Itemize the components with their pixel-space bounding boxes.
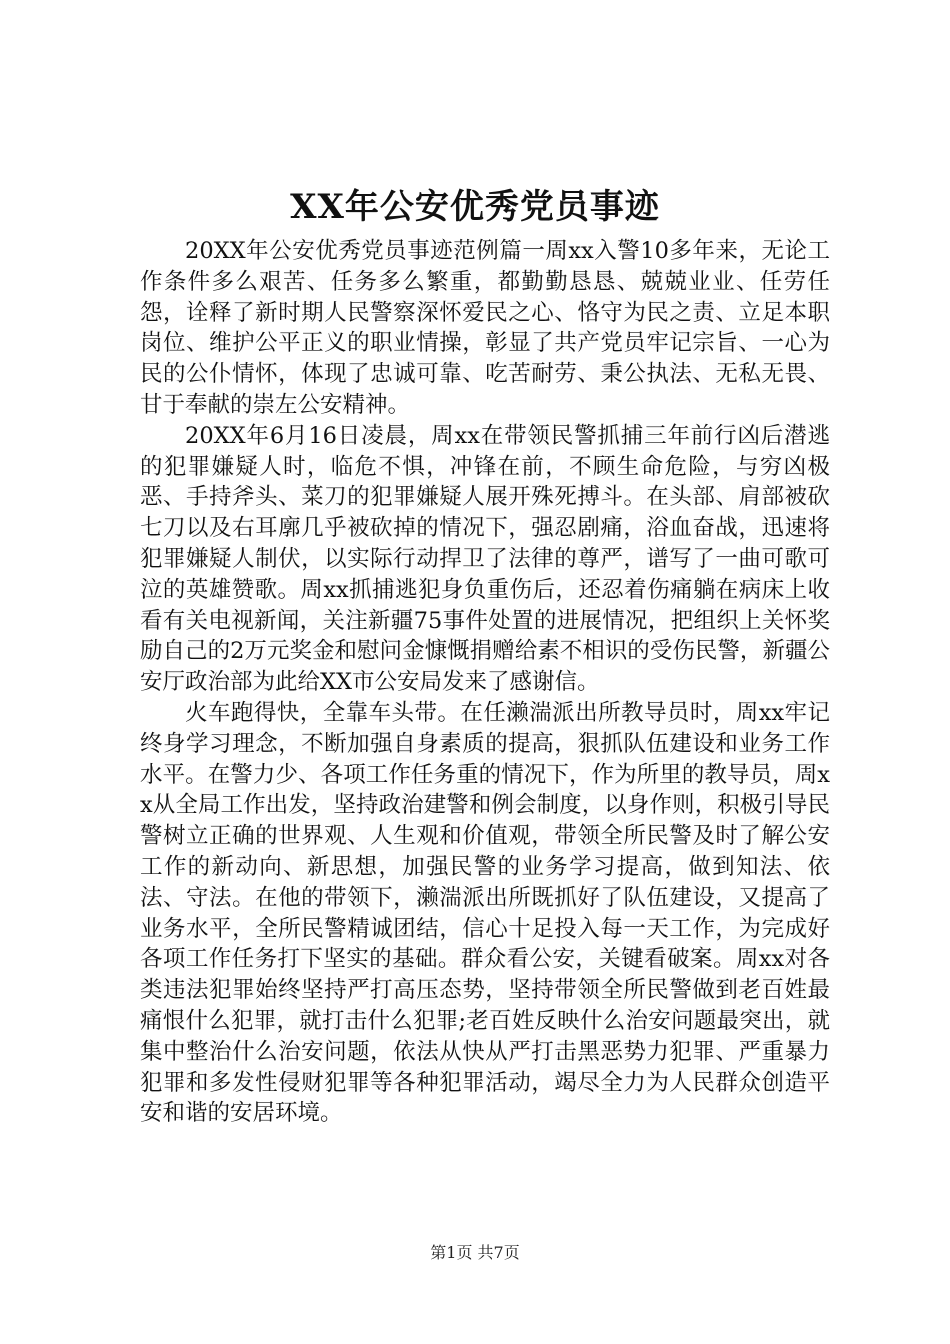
paragraph-3: 火车跑得快，全靠车头带。在任濑湍派出所教导员时，周xx牢记终身学习理念，不断加强自身素质的提高，狠抓队伍建设和业务工作水平。在警力少、各项工作任务重的情况下，作为所里的教导员，周xx从全局工作出发，坚持政治建警和例会制度，以身作则，积极引导民警树立正确的世界观、人生观和价值观，带领全所民警及时了解公安工作的新动向、新思想，加强民警的业务学习提高，做到知法、依法、守法。在他的带领下，濑湍派出所既抓好了队伍建设，又提高了业务水平，全所民警精诚团结，信心十足投入每一天工作，为完成好各项工作任务打下坚实的基础。群众看公安，关键看破案。周xx对各类违法犯罪始终坚持严打高压态势，坚持带领全所民警做到老百姓最痛恨什么犯罪，就打击什么犯罪;老百姓反映什么治安问题最突出，就集中整治什么治安问题，依法从快从严打击黑恶势力犯罪、严重暴力犯罪和多发性侵财犯罪等各种犯罪活动，竭尽全力为人民群众创造平安和谐的安居环境。 <box>140 699 830 1127</box>
page-footer: 第1页 共7页 <box>430 1243 520 1262</box>
document-body <box>140 236 830 1129</box>
paragraph-1: 20XX年公安优秀党员事迹范例篇一周xx入警10多年来，无论工作条件多么艰苦、任务多么繁重，都勤勤恳恳、兢兢业业、任劳任怨，诠释了新时期人民警察深怀爱民之心、恪守为民之责、立足本职岗位、维护公平正义的职业情操，彰显了共产党员牢记宗旨、一心为民的公仆情怀，体现了忠诚可靠、吃苦耐劳、秉公执法、无私无畏、甘于奉献的崇左公安精神。 <box>140 238 830 418</box>
document-title: XX年公安优秀党员事迹 <box>290 187 660 227</box>
paragraph-2: 20XX年6月16日凌晨，周xx在带领民警抓捕三年前行凶后潜逃的犯罪嫌疑人时，临危不惧，冲锋在前，不顾生命危险，与穷凶极恶、手持斧头、菜刀的犯罪嫌疑人展开殊死搏斗。在头部、肩部被砍七刀以及右耳廓几乎被砍掉的情况下，强忍剧痛，浴血奋战，迅速将犯罪嫌疑人制伏，以实际行动捍卫了法律的尊严，谱写了一曲可歌可泣的英雄赞歌。周xx抓捕逃犯身负重伤后，还忍着伤痛躺在病床上收看有关电视新闻，关注新疆75事件处置的进展情况，把组织上关怀奖励自己的2万元奖金和慰问金慷慨捐赠给素不相识的受伤民警，新疆公安厅政治部为此给XX市公安局发来了感谢信。 <box>140 422 830 696</box>
